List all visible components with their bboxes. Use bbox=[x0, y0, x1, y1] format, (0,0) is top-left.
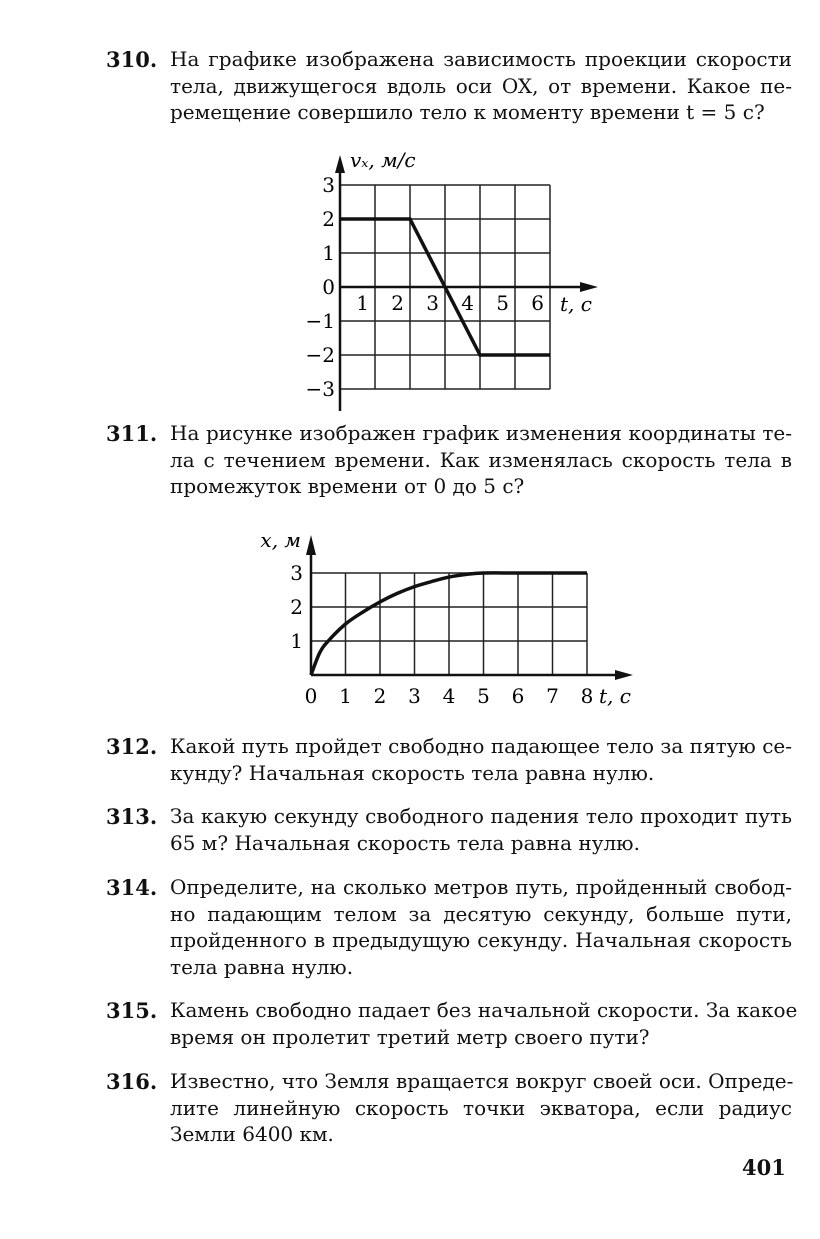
text-line: промежуток времени от 0 до 5 с? bbox=[170, 474, 525, 498]
x-axis-label: t, с bbox=[560, 292, 592, 316]
text-line: Земли 6400 км. bbox=[170, 1122, 334, 1146]
text-line: Камень свободно падает без начальной скорости. За какое bbox=[170, 998, 798, 1022]
text-line: На графике изображена зависимость проекции скорости bbox=[170, 47, 792, 71]
y-axis-arrow bbox=[306, 535, 316, 555]
y-tick-label: −3 bbox=[305, 377, 335, 401]
text-line: Какой путь пройдет свободно падающее тело за пятую се- bbox=[170, 734, 792, 758]
problem-text bbox=[170, 733, 792, 786]
text-line: пройденного в предыдущую секунду. Начальная скорость bbox=[170, 928, 792, 952]
y-axis-label: x, м bbox=[260, 528, 301, 552]
x-axis-label: t, с bbox=[599, 684, 631, 708]
problem-number: 310. bbox=[106, 47, 158, 72]
x-tick-label: 6 bbox=[511, 684, 525, 708]
y-axis-arrow bbox=[335, 155, 345, 173]
problem-text bbox=[170, 997, 798, 1050]
x-tick-label: 2 bbox=[373, 684, 387, 708]
text-line: ремещение совершило тело к моменту времени t = 5 с? bbox=[170, 100, 765, 124]
y-tick-label: −2 bbox=[305, 343, 335, 367]
problem-number: 311. bbox=[106, 421, 158, 446]
problem-text bbox=[170, 420, 792, 500]
x-tick-label: 0 bbox=[304, 684, 318, 708]
chart-grid bbox=[311, 573, 587, 675]
x-tick-label: 8 bbox=[580, 684, 594, 708]
text-line: тела равна нулю. bbox=[170, 954, 354, 979]
velocity-time-chart bbox=[290, 145, 610, 415]
y-tick-label: 0 bbox=[322, 275, 335, 299]
y-axis-label: vₓ, м/с bbox=[350, 148, 416, 172]
x-tick-label: 5 bbox=[496, 291, 509, 315]
problem-text bbox=[170, 46, 792, 126]
x-axis-arrow bbox=[615, 670, 633, 680]
text-line: Определите, на сколько метров путь, пройденный свобод- bbox=[170, 875, 792, 899]
y-tick-label: 2 bbox=[322, 207, 335, 231]
problem-number: 312. bbox=[106, 734, 158, 759]
problem-number: 314. bbox=[106, 875, 158, 900]
problem-number: 313. bbox=[106, 804, 158, 829]
y-tick-label: 2 bbox=[290, 595, 303, 619]
x-tick-label: 1 bbox=[356, 291, 369, 315]
x-tick-label: 5 bbox=[477, 684, 490, 708]
y-tick-label: 1 bbox=[322, 241, 335, 265]
x-tick-label: 4 bbox=[461, 291, 474, 315]
text-line: Известно, что Земля вращается вокруг своей оси. Опреде- bbox=[170, 1069, 794, 1093]
x-tick-label: 7 bbox=[546, 684, 559, 708]
x-tick-label: 3 bbox=[426, 291, 439, 315]
coordinate-time-chart bbox=[250, 525, 650, 710]
y-tick-label: 3 bbox=[322, 173, 335, 197]
problem-number: 316. bbox=[106, 1069, 158, 1094]
x-tick-label: 1 bbox=[339, 684, 352, 708]
text-line: кунду? Начальная скорость тела равна нулю. bbox=[170, 760, 655, 785]
text-line: ла с течением времени. Как изменялась скорость тела в bbox=[170, 447, 792, 472]
y-tick-label: −1 bbox=[305, 309, 335, 333]
text-line: лите линейную скорость точки экватора, если радиус bbox=[170, 1095, 792, 1120]
x-tick-label: 2 bbox=[391, 291, 404, 315]
x-tick-label: 3 bbox=[408, 684, 421, 708]
x-axis-arrow bbox=[580, 282, 598, 292]
text-line: На рисунке изображен график изменения координаты те- bbox=[170, 421, 792, 445]
text-line: За какую секунду свободного падения тело проходит путь bbox=[170, 804, 792, 828]
x-tick-label: 6 bbox=[531, 291, 544, 315]
page-number: 401 bbox=[742, 1155, 786, 1180]
text-line: тела, движущегося вдоль оси OX, от времени. Какое пе- bbox=[170, 73, 792, 98]
x-tick-label: 4 bbox=[442, 684, 456, 708]
problem-text bbox=[170, 874, 792, 980]
text-line: но падающим телом за десятую секунду, больше пути, bbox=[170, 901, 792, 926]
text-line: 65 м? Начальная скорость тела равна нулю. bbox=[170, 830, 640, 855]
y-tick-label: 1 bbox=[290, 629, 303, 653]
problem-number: 315. bbox=[106, 998, 158, 1023]
problem-text bbox=[170, 1068, 792, 1148]
y-tick-label: 3 bbox=[290, 561, 303, 585]
problem-text bbox=[170, 803, 792, 856]
text-line: время он пролетит третий метр своего пути? bbox=[170, 1024, 650, 1049]
